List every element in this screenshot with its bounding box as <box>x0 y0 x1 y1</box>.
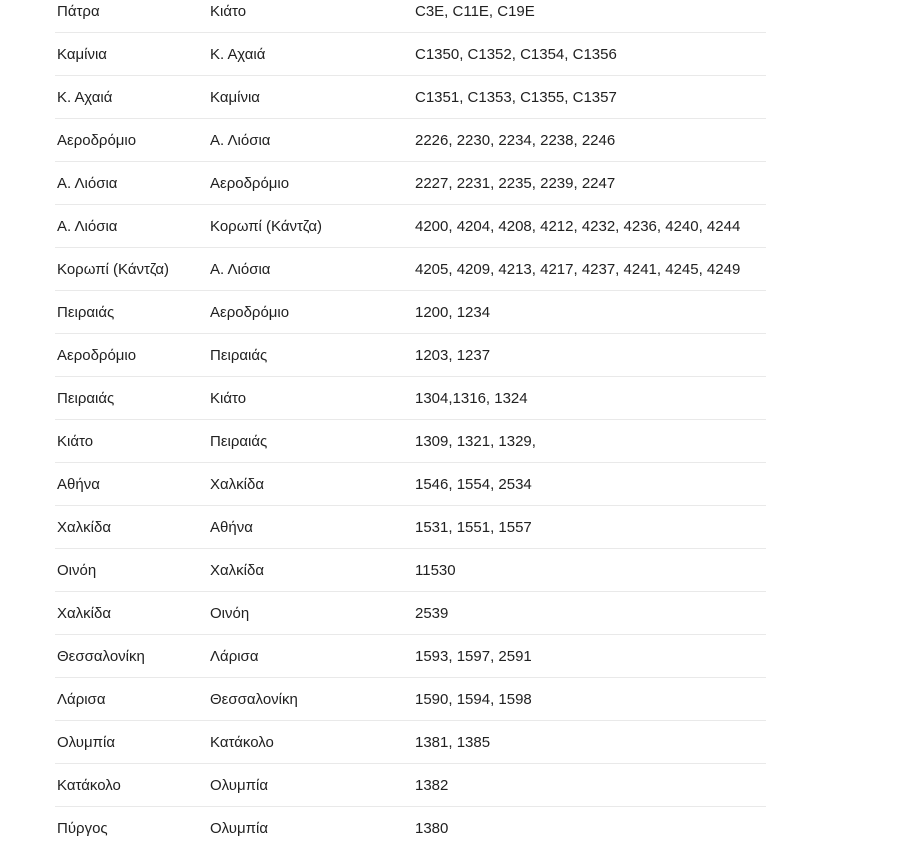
train-numbers-cell: 1531, 1551, 1557 <box>415 519 532 535</box>
origin-cell: Αεροδρόμιο <box>57 132 137 148</box>
train-numbers-cell: 1304,1316, 1324 <box>415 390 528 406</box>
table-row <box>55 592 766 635</box>
origin-cell: Χαλκίδα <box>57 605 112 621</box>
table-row <box>55 334 766 377</box>
destination-cell: Αεροδρόμιο <box>210 304 290 320</box>
destination-cell: Ολυμπία <box>210 821 269 836</box>
table-row <box>55 721 766 764</box>
destination-cell: Κιάτο <box>210 3 247 19</box>
train-numbers-cell: 1590, 1594, 1598 <box>415 691 532 707</box>
table-row <box>55 506 766 549</box>
train-numbers-cell: 1381, 1385 <box>415 734 491 750</box>
train-numbers-cell: C3E, C11E, C19E <box>415 3 535 19</box>
origin-cell: Ολυμπία <box>57 734 116 750</box>
destination-cell: Θεσσαλονίκη <box>210 691 298 707</box>
table-row <box>55 76 766 119</box>
origin-cell: Πειραιάς <box>57 304 115 320</box>
origin-cell: Κιάτο <box>57 433 94 449</box>
train-numbers-cell: 1309, 1321, 1329, <box>415 433 536 449</box>
origin-cell: Οινόη <box>57 562 97 578</box>
origin-cell: Κ. Αχαιά <box>57 89 113 105</box>
train-numbers-cell: 1593, 1597, 2591 <box>415 648 532 664</box>
train-numbers-cell: 4205, 4209, 4213, 4217, 4237, 4241, 4245, 4249 <box>415 261 741 277</box>
origin-cell: Αεροδρόμιο <box>57 347 137 363</box>
origin-cell: Χαλκίδα <box>57 519 112 535</box>
origin-cell: Κορωπί (Κάντζα) <box>57 261 170 277</box>
destination-cell: Χαλκίδα <box>210 562 265 578</box>
table-row <box>55 549 766 592</box>
origin-cell: Λάρισα <box>57 691 106 707</box>
table-row <box>55 635 766 678</box>
destination-cell: Πειραιάς <box>210 433 268 449</box>
origin-cell: Α. Λιόσια <box>57 218 118 234</box>
train-numbers-cell: 1546, 1554, 2534 <box>415 476 532 492</box>
destination-cell: Κ. Αχαιά <box>210 46 266 62</box>
destination-cell: Κορωπί (Κάντζα) <box>210 218 323 234</box>
destination-cell: Α. Λιόσια <box>210 132 271 148</box>
train-numbers-cell: 2226, 2230, 2234, 2238, 2246 <box>415 132 616 148</box>
table-row <box>55 162 766 205</box>
train-numbers-cell: 11530 <box>415 562 456 578</box>
table-row <box>55 377 766 420</box>
origin-cell: Πάτρα <box>57 3 100 19</box>
train-numbers-cell: 4200, 4204, 4208, 4212, 4232, 4236, 4240, 4244 <box>415 218 741 234</box>
destination-cell: Χαλκίδα <box>210 476 265 492</box>
train-numbers-cell: 1200, 1234 <box>415 304 491 320</box>
table-row <box>55 0 766 33</box>
train-numbers-cell: 2539 <box>415 605 449 621</box>
origin-cell: Α. Λιόσια <box>57 175 118 191</box>
train-routes-table <box>55 0 766 850</box>
table-row <box>55 463 766 506</box>
origin-cell: Θεσσαλονίκη <box>57 648 145 664</box>
train-numbers-cell: 1203, 1237 <box>415 347 491 363</box>
destination-cell: Ολυμπία <box>210 777 269 793</box>
origin-cell: Πύργος <box>57 821 108 836</box>
train-numbers-cell: C1351, C1353, C1355, C1357 <box>415 89 617 105</box>
origin-cell: Αθήνα <box>57 476 100 492</box>
table-row <box>55 205 766 248</box>
destination-cell: Οινόη <box>210 605 250 621</box>
train-numbers-cell: 1382 <box>415 777 449 793</box>
origin-cell: Πειραιάς <box>57 390 115 406</box>
destination-cell: Κατάκολο <box>210 734 274 750</box>
table-row <box>55 420 766 463</box>
destination-cell: Αθήνα <box>210 519 253 535</box>
table-row <box>55 248 766 291</box>
table-row <box>55 119 766 162</box>
table-row <box>55 764 766 807</box>
table-row <box>55 678 766 721</box>
table-row <box>55 807 766 850</box>
destination-cell: Καμίνια <box>210 89 260 105</box>
origin-cell: Καμίνια <box>57 46 107 62</box>
train-numbers-cell: 1380 <box>415 821 449 836</box>
table-row <box>55 33 766 76</box>
destination-cell: Λάρισα <box>210 648 259 664</box>
destination-cell: Πειραιάς <box>210 347 268 363</box>
destination-cell: Αεροδρόμιο <box>210 175 290 191</box>
train-numbers-cell: C1350, C1352, C1354, C1356 <box>415 46 617 62</box>
destination-cell: Κιάτο <box>210 390 247 406</box>
destination-cell: Α. Λιόσια <box>210 261 271 277</box>
train-numbers-cell: 2227, 2231, 2235, 2239, 2247 <box>415 175 616 191</box>
table-row <box>55 291 766 334</box>
origin-cell: Κατάκολο <box>57 777 121 793</box>
